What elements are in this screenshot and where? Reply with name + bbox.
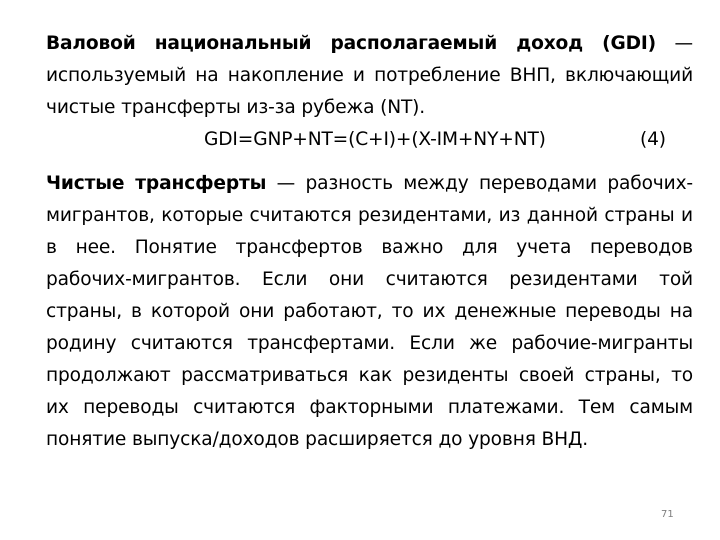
formula-number: (4) <box>640 129 666 150</box>
term-gdi: Валовой национальный располагаемый доход (GDI) <box>46 33 656 54</box>
definition-net-transfers-paragraph <box>46 168 693 456</box>
definition-net-transfers-text: — разность между переводами рабочих-мигрантов, которые считаются резидентами, из данной страны и в нее. Понятие трансфертов важно для учета переводов рабочих-мигрантов. Если они считаются резидентами той страны, в которой они работают, то их денежные переводы на родину считаются трансфертами. Если же рабочие-мигранты продолжают рассматриваться как резиденты своей страны, то их переводы считаются факторными платежами. Тем самым понятие выпуска/доходов расширяется до уровня ВНД. <box>46 173 693 450</box>
definition-gdi-text: — используемый на накопление и потребление ВНП, включающий чистые трансферты из-за рубежа (NT). <box>46 33 693 118</box>
page-number: 71 <box>661 509 674 520</box>
gdi-formula: GDI=GNP+NT=(C+I)+(X-IM+NY+NT) <box>204 129 546 150</box>
formula-row <box>46 124 693 168</box>
term-net-transfers: Чистые трансферты <box>46 173 267 194</box>
definition-gdi-paragraph <box>46 28 693 124</box>
slide-content <box>46 28 693 456</box>
